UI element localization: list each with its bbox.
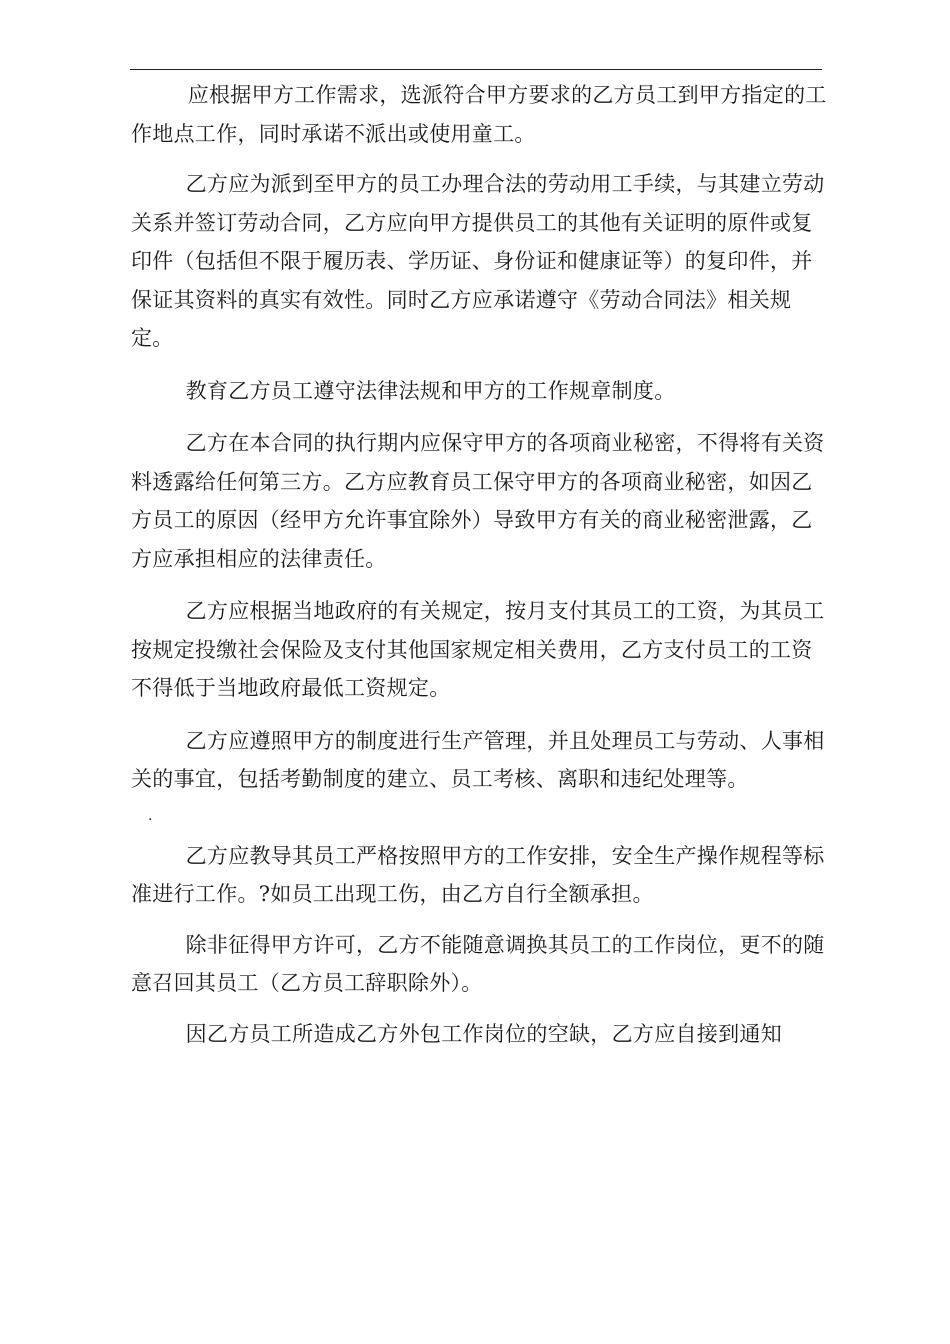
paragraph-post-change: 除非征得甲方许可，乙方不能随意调换其员工的工作岗位，更不的随意召回其员工（乙方员工辞职除外）。 <box>131 932 825 995</box>
stray-mark: . <box>148 807 153 824</box>
paragraph-labor-contract: 乙方应为派到至甲方的员工办理合法的劳动用工手续，与其建立劳动关系并签订劳动合同，乙方应向甲方提供员工的其他有关证明的原件或复印件（包括但不限于履历表、学历证、身份证和健康证等）的复印件，并保证其资料的真实有效性。同时乙方应承诺遵守《劳动合同法》相关规定。 <box>131 172 825 350</box>
document-body <box>131 76 831 1053</box>
paragraph-confidentiality: 乙方在本合同的执行期内应保守甲方的各项商业秘密，不得将有关资料透露给任何第三方。乙方应教育员工保守甲方的各项商业秘密，如因乙方员工的原因（经甲方允许事宜除外）导致甲方有关的商业秘密泄露，乙方应承担相应的法律责任。 <box>131 431 825 571</box>
paragraph-wages: 乙方应根据当地政府的有关规定，按月支付其员工的工资，为其员工按规定投缴社会保险及支付其他国家规定相关费用，乙方支付员工的工资不得低于当地政府最低工资规定。 <box>131 599 825 700</box>
paragraph-safety: 乙方应教导其员工严格按照甲方的工作安排，安全生产操作规程等标准进行工作。?如员工出现工伤，由乙方自行全额承担。 <box>131 843 825 906</box>
header-rule <box>130 69 822 70</box>
paragraph-educate-staff: 教育乙方员工遵守法律法规和甲方的工作规章制度。 <box>185 378 676 403</box>
stray-mark-line <box>131 809 831 831</box>
paragraph-management: 乙方应遵照甲方的制度进行生产管理，并且处理员工与劳动、人事相关的事宜，包括考勤制度的建立、员工考核、离职和违纪处理等。 <box>131 728 825 791</box>
paragraph-vacancy: 因乙方员工所造成乙方外包工作岗位的空缺，乙方应自接到通知 <box>185 1021 782 1046</box>
paragraph-dispatch-staff: 应根据甲方工作需求，选派符合甲方要求的乙方员工到甲方指定的工作地点工作，同时承诺不派出或使用童工。 <box>131 83 827 146</box>
